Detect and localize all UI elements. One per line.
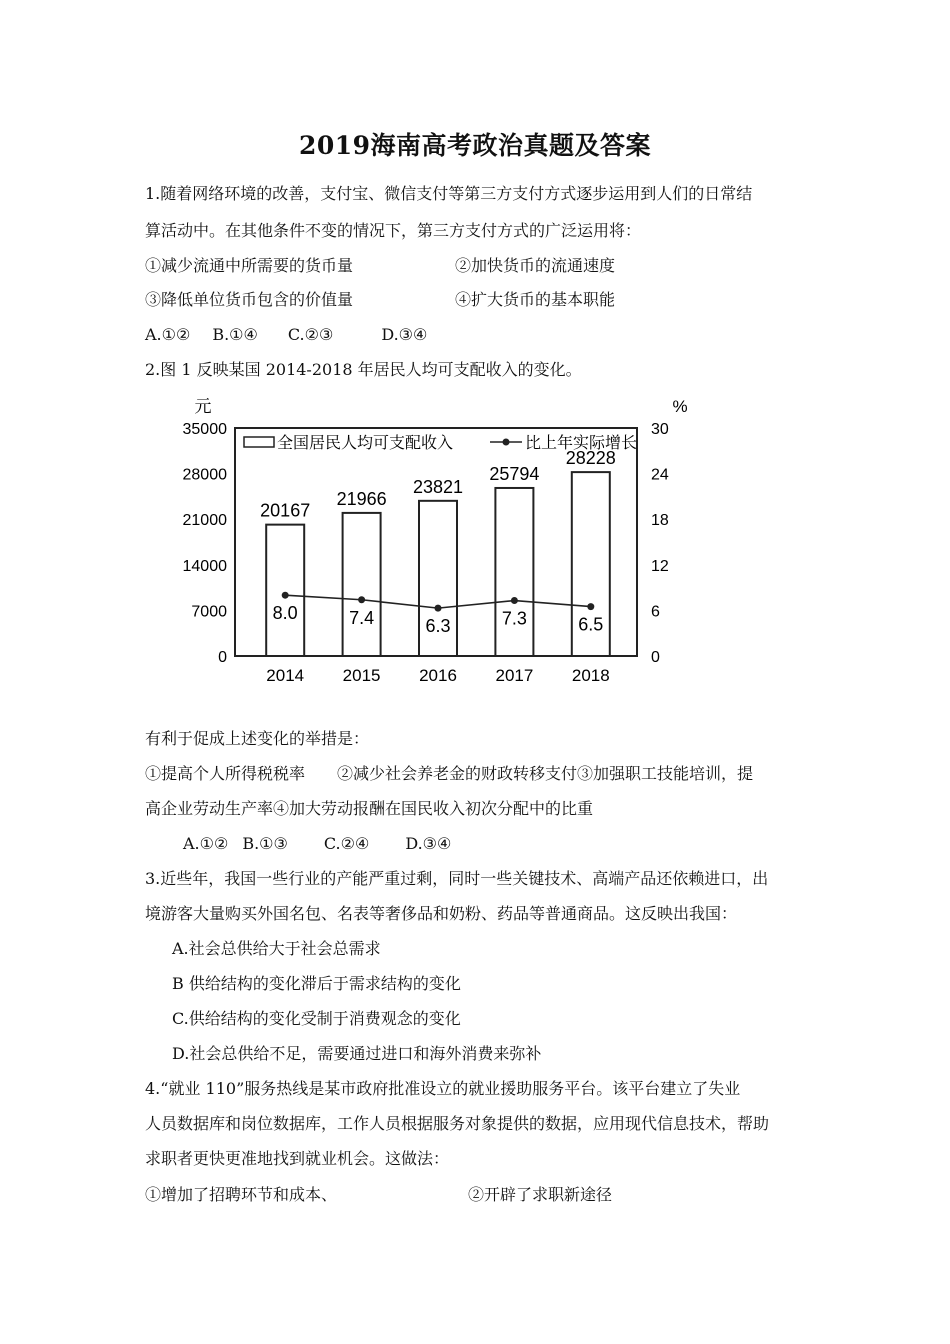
growth-value-label: 7.3 xyxy=(501,608,527,629)
right-tick-label: 0 xyxy=(651,649,660,666)
bar-value-label: 23821 xyxy=(412,476,464,497)
q4-item1: ①增加了招聘环节和成本、 xyxy=(145,1185,338,1204)
q1-item4: ④扩大货币的基本职能 xyxy=(455,290,616,309)
bar xyxy=(266,525,304,656)
q1-stem-line2: 算活动中。在其他条件不变的情况下，第三方支付方式的广泛运用将： xyxy=(145,221,642,240)
q2-option-d: D.③④ xyxy=(405,834,452,853)
q2-question: 有利于促成上述变化的举措是： xyxy=(145,729,370,748)
q1-item3: ③降低单位货币包含的价值量 xyxy=(145,290,354,309)
legend-bar-swatch xyxy=(244,437,274,447)
q2-items-line1: ①提高个人所得税税率 ②减少社会养老金的财政转移支付③加强职工技能培训，提 xyxy=(145,764,754,783)
q3-option-c: C.供给结构的变化受制于消费观念的变化 xyxy=(172,1009,461,1028)
bar-value-label: 21966 xyxy=(336,488,387,509)
q1-option-d: D.③④ xyxy=(381,325,428,344)
right-tick-label: 12 xyxy=(651,557,669,575)
left-tick-label: 21000 xyxy=(182,512,227,530)
bar-value-label: 20167 xyxy=(260,500,311,521)
bar xyxy=(343,513,381,656)
left-tick-label: 35000 xyxy=(182,421,227,438)
growth-point xyxy=(358,596,365,603)
q1-stem-line1: 1.随着网络环境的改善，支付宝、微信支付等第三方支付方式逐步运用到人们的日常结 xyxy=(145,184,753,203)
right-axis-unit: % xyxy=(672,397,688,416)
q3-option-a: A.社会总供给大于社会总需求 xyxy=(172,939,381,958)
q1-option-b: B.①④ xyxy=(212,325,258,344)
q1-item2: ②加快货币的流通速度 xyxy=(455,256,616,275)
left-tick-label: 0 xyxy=(218,649,227,666)
growth-point xyxy=(435,605,442,612)
right-tick-label: 18 xyxy=(651,512,669,530)
page-title: 2019海南高考政治真题及答案 xyxy=(298,131,652,160)
left-tick-label: 7000 xyxy=(191,603,227,621)
x-tick-label: 2015 xyxy=(342,666,381,685)
q2-option-c: C.②④ xyxy=(323,834,370,853)
growth-point xyxy=(511,597,518,604)
q2-items-line2: 高企业劳动生产率④加大劳动报酬在国民收入初次分配中的比重 xyxy=(145,799,594,818)
q4-item2: ②开辟了求职新途径 xyxy=(468,1185,613,1204)
q2-option-a: A.①② xyxy=(183,834,229,853)
growth-point xyxy=(587,603,594,610)
left-tick-label: 14000 xyxy=(182,557,227,575)
q4-stem-line3: 求职者更快更准地找到就业机会。这做法： xyxy=(145,1149,450,1168)
legend-line-marker xyxy=(503,439,510,446)
legend-line-label: 比上年实际增长 xyxy=(525,435,638,452)
growth-point xyxy=(282,592,289,599)
q4-stem-line1: 4.“就业 110”服务热线是某市政府批准设立的就业援助服务平台。该平台建立了失业 xyxy=(145,1079,741,1098)
right-tick-label: 30 xyxy=(651,421,669,438)
q1-option-a: A.①② xyxy=(145,325,191,344)
q3-stem-line2: 境游客大量购买外国名包、名表等奢侈品和奶粉、药品等普通商品。这反映出我国： xyxy=(145,904,738,923)
legend-bar-label: 全国居民人均可支配收入 xyxy=(277,435,454,452)
right-tick-label: 24 xyxy=(651,466,669,484)
q3-option-d: D.社会总供给不足，需要通过进口和海外消费来弥补 xyxy=(172,1044,542,1063)
q1-item1: ①减少流通中所需要的货币量 xyxy=(145,256,354,275)
income-chart xyxy=(160,388,720,698)
x-tick-label: 2016 xyxy=(419,666,457,685)
q3-option-b: B 供给结构的变化滞后于需求结构的变化 xyxy=(172,974,461,993)
x-tick-label: 2017 xyxy=(495,666,534,685)
q1-option-c: C.②③ xyxy=(287,325,334,344)
bar-value-label: 25794 xyxy=(489,463,540,484)
right-tick-label: 6 xyxy=(651,603,660,621)
growth-value-label: 7.4 xyxy=(349,607,375,628)
q2-option-b: B.①③ xyxy=(242,834,288,853)
q3-stem-line1: 3.近些年，我国一些行业的产能严重过剩，同时一些关键技术、高端产品还依赖进口，出 xyxy=(145,869,769,888)
q4-stem-line2: 人员数据库和岗位数据库，工作人员根据服务对象提供的数据，应用现代信息技术，帮助 xyxy=(145,1114,770,1133)
q2-options xyxy=(183,833,451,855)
q1-options xyxy=(145,324,427,346)
bar xyxy=(495,488,533,656)
growth-value-label: 6.5 xyxy=(578,614,604,635)
growth-value-label: 8.0 xyxy=(272,603,298,624)
left-axis-unit: 元 xyxy=(194,397,212,416)
bar-value-label: 28228 xyxy=(565,448,616,469)
growth-value-label: 6.3 xyxy=(425,616,451,637)
x-tick-label: 2018 xyxy=(571,666,610,685)
x-tick-label: 2014 xyxy=(266,666,305,685)
left-tick-label: 28000 xyxy=(182,466,227,484)
q2-stem: 2.图 1 反映某国 2014-2018 年居民人均可支配收入的变化。 xyxy=(145,360,582,379)
